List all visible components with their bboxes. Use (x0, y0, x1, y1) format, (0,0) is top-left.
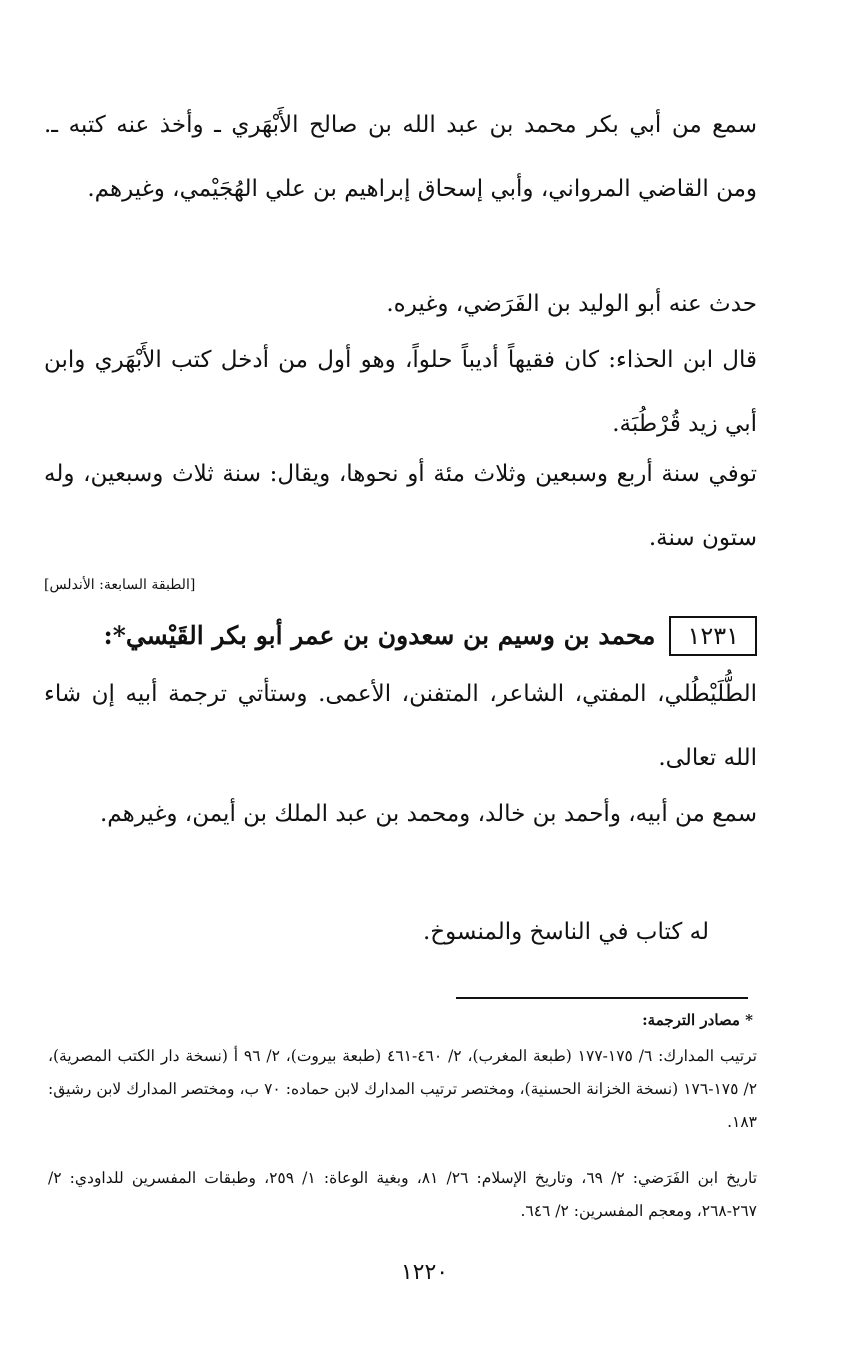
paragraph-teachers: سمع من أبي بكر محمد بن عبد الله بن صالح الأَبْهَري ـ وأخذ عنه كتبه ـ. ومن القاضي المرواني، وأبي إسحاق إبراهيم بن علي الهُجَيْمي، وغيرهم. (44, 112, 757, 202)
paragraph-heard-from: سمع من أبيه، وأحمد بن خالد، ومحمد بن عبد الملك بن أيمن، وغيرهم. (99, 801, 757, 827)
paragraph-death: توفي سنة أربع وسبعين وثلاث مئة أو نحوها، ويقال: سنة ثلاث وسبعين، وله ستون سنة. (44, 461, 757, 551)
paragraph-narrators: حدث عنه أبو الوليد بن الفَرَضي، وغيره. (386, 291, 757, 317)
entry-number-box: ١٢٣١ (669, 616, 757, 656)
footnote-sources-2: تاريخ ابن الفَرَضي: ٢/ ٦٩، وتاريخ الإسلام: ٢٦/ ٨١، وبغية الوعاة: ١/ ٢٥٩، وطبقات المفسرين للداودي: ٢/ ٢٦٧-٢٦٨، ومعجم المفسرين: ٢/ ٦٤٦. (48, 1169, 758, 1220)
paragraph-works: له كتاب في الناسخ والمنسوخ. (422, 919, 709, 945)
footnote-sources-1: ترتيب المدارك: ٦/ ١٧٥-١٧٧ (طبعة المغرب)، ٢/ ٤٦٠-٤٦١ (طبعة بيروت)، ٢/ ٩٦ أ (نسخة دار الكتب المصرية)، ٢/ ١٧٥-١٧٦ (نسخة الخزانة الحسنية)، ومختصر ترتيب المدارك لابن حماده: ٧٠ ب، ومختصر المدارك لابن رشيق: ١٨٣. (48, 1047, 758, 1131)
entry-heading (104, 616, 757, 656)
section-reference: [الطبقة السابعة: الأندلس] (44, 577, 196, 593)
page-number: ١٢٢٠ (400, 1260, 449, 1285)
paragraph-description: الطُّلَيْطُلي، المفتي، الشاعر، المتفنن، الأعمى. وستأتي ترجمة أبيه إن شاء الله تعالى. (44, 681, 757, 771)
footnote-divider (456, 997, 748, 999)
paragraph-quote: قال ابن الحذاء: كان فقيهاً أديباً حلواً، وهو أول من أدخل كتب الأَبْهَري وابن أبي زيد قُرْطُبَة. (44, 347, 757, 437)
entry-name: محمد بن وسيم بن سعدون بن عمر أبو بكر القَيْسي*: (103, 621, 656, 650)
footnote-heading: * مصادر الترجمة: (642, 1011, 753, 1029)
